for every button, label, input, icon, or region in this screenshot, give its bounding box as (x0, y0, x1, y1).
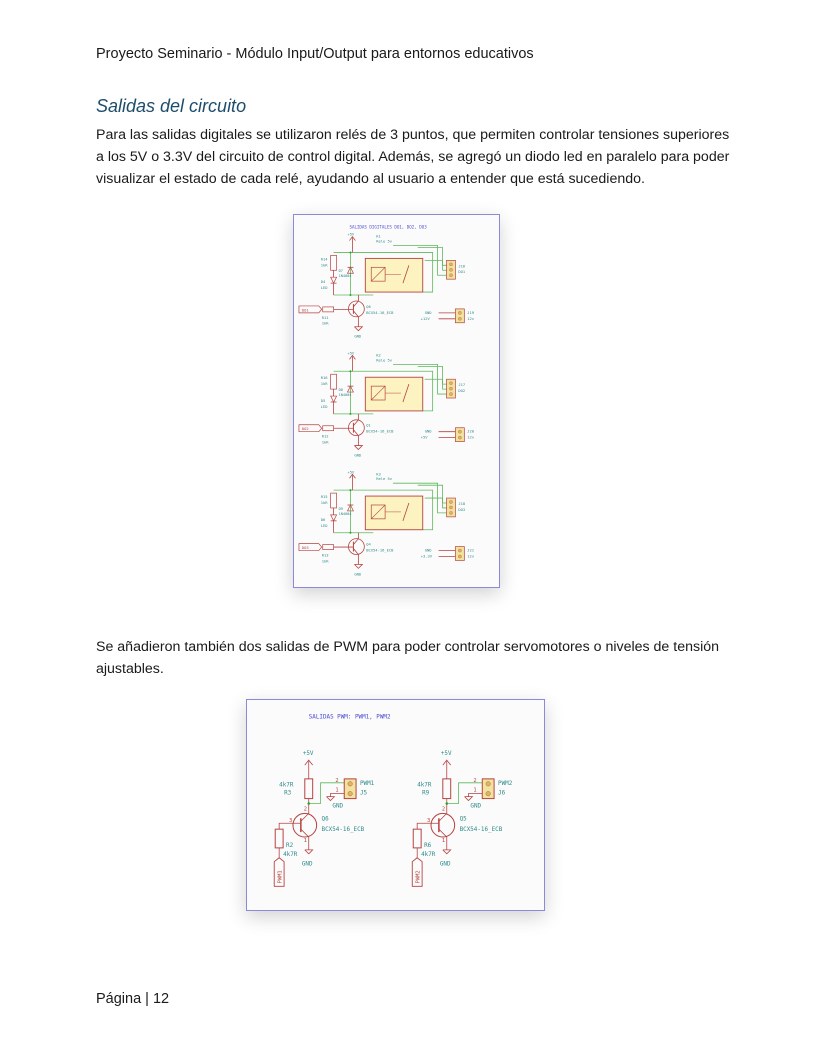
supply-label: +5V (302, 751, 314, 758)
paragraph-pwm-outputs: Se añadieron también dos salidas de PWM para poder controlar servomotores o niveles de tensión ajustables. (96, 639, 720, 677)
input-label: DO1 (301, 308, 309, 313)
led-value: LED (320, 286, 328, 291)
connector-pin (458, 436, 461, 439)
gnd-icon (443, 850, 451, 854)
led-ref: D5 (320, 398, 326, 403)
input-resistor-value: 1kR (321, 559, 329, 564)
input-label: PWM2 (415, 870, 422, 884)
supply-label: +5V (347, 351, 355, 356)
power-connector-label: 12v (467, 316, 475, 321)
relay-block-3 (299, 470, 475, 576)
gnd-label: GND (354, 334, 362, 339)
resistor-symbol (305, 779, 313, 799)
connector-pin (449, 392, 452, 395)
led-ref: D6 (320, 517, 326, 522)
connector-label: PWM2 (498, 780, 513, 787)
power-connector-ref: J19 (467, 310, 475, 315)
gnd-icon (305, 850, 313, 854)
input-label: PWM1 (277, 870, 284, 884)
diode-value: 1N4004 (338, 393, 352, 398)
connector-pin (449, 382, 452, 385)
wire (468, 794, 482, 797)
gnd-label: GND (470, 803, 482, 810)
transistor-ref: Q4 (366, 542, 371, 547)
pin-number: 2 (303, 806, 308, 813)
transistor-value: BCX54-16_ECB (366, 429, 394, 434)
pin-number: 2 (335, 777, 339, 784)
base-resistor (413, 829, 421, 848)
resistor-ref: R3 (284, 790, 292, 797)
connector-pin (449, 268, 452, 271)
gnd-label: GND (354, 453, 362, 458)
input-label: DO2 (301, 427, 309, 432)
input-label: DO3 (301, 546, 309, 551)
junction (349, 370, 351, 372)
input-resistor-ref: R11 (321, 315, 329, 320)
schematic-title: SALIDAS DIGITALES DO1, DO2, DO3 (349, 224, 427, 230)
relay-value: Rele 5v (376, 477, 393, 482)
resistor-symbol (331, 255, 337, 270)
transistor-ref: Q5 (459, 816, 467, 823)
supply-label: +5V (440, 751, 452, 758)
transistor-value: BCX54-16_ECB (366, 548, 394, 553)
transistor-emitter (353, 430, 358, 446)
power-net-label: +12V (420, 316, 430, 321)
relay-value: Rele 5v (376, 239, 393, 244)
diode-value: 1N4004 (338, 511, 352, 516)
page-footer: Página | 12 (96, 991, 170, 1007)
relay-value: Rele 5v (376, 358, 393, 363)
wire (309, 783, 344, 804)
power-connector (455, 309, 464, 323)
connector-pin (449, 263, 452, 266)
relay-block-1 (299, 233, 475, 339)
relay-outputs-schematic (293, 214, 500, 588)
input-resistor-ref: R13 (321, 553, 329, 558)
input-resistor-ref: R12 (321, 434, 329, 439)
power-connector-label: 12v (467, 554, 475, 559)
power-net-label: +5V (420, 435, 428, 440)
power-net-label: +3.3V (420, 554, 433, 559)
input-resistor (323, 426, 334, 431)
resistor-value: 4k7R (279, 782, 294, 789)
pin-number: 2 (473, 777, 477, 784)
base-resistor-value: 4k7R (421, 851, 436, 858)
base-resistor (275, 829, 283, 848)
resistor-ref: R16 (320, 376, 328, 381)
supply-label: +5V (347, 470, 355, 475)
pwm-outputs-schematic (246, 699, 545, 911)
pin-number: 1 (335, 787, 339, 794)
output-connector-label: DO3 (458, 507, 466, 512)
connector-pin (458, 555, 461, 558)
led-symbol (331, 277, 337, 283)
power-connector-ref: J20 (467, 429, 475, 434)
resistor-value: 1kR (320, 382, 328, 387)
gnd-icon (354, 564, 362, 568)
connector-pin (449, 274, 452, 277)
input-resistor (323, 545, 334, 550)
led-value: LED (320, 523, 328, 528)
resistor-ref: R15 (320, 495, 328, 500)
pin-number: 2 (441, 806, 446, 813)
power-net-label: GND (424, 429, 432, 434)
gnd-label: GND (301, 861, 313, 868)
transistor-emitter (353, 549, 358, 565)
power-connector (455, 428, 464, 442)
gnd-label: GND (439, 861, 451, 868)
connector-pin (458, 317, 461, 320)
relay-symbol (365, 496, 422, 530)
junction (307, 802, 310, 805)
relay-symbol (365, 258, 422, 292)
power-net-label: GND (424, 310, 432, 315)
output-connector-label: DO2 (458, 389, 466, 394)
connector-pin (348, 782, 353, 787)
junction (349, 294, 351, 296)
output-connector-label: DO1 (458, 270, 466, 275)
pin-number: 3 (427, 818, 431, 825)
schematic-title: SALIDAS PWM: PWM1, PWM2 (308, 714, 391, 721)
wire (447, 783, 482, 804)
connector-pin (348, 791, 353, 796)
pwm-channel-1 (274, 751, 374, 886)
connector-ref: J5 (360, 790, 368, 797)
power-net-label: GND (424, 548, 432, 553)
connector-pin (458, 430, 461, 433)
input-resistor-value: 1kR (321, 440, 329, 445)
transistor-value: BCX54-16_ECB (321, 827, 365, 834)
output-connector-ref: J16 (458, 264, 466, 269)
resistor-ref: R9 (422, 790, 430, 797)
led-value: LED (320, 404, 328, 409)
diode-ref: D9 (338, 506, 343, 511)
junction (349, 251, 351, 253)
relay-ref: K1 (376, 234, 381, 239)
led-ref: D4 (320, 280, 326, 285)
junction (349, 489, 351, 491)
connector-ref: J6 (498, 790, 506, 797)
input-resistor (323, 307, 334, 312)
pwm-schematic-svg (247, 700, 544, 910)
section-heading: Salidas del circuito (96, 96, 247, 116)
transistor-ref: Q6 (321, 816, 329, 823)
input-resistor-value: 1kR (321, 321, 329, 326)
relay-ref: K2 (376, 353, 381, 358)
connector-pin (449, 387, 452, 390)
resistor-symbol (331, 374, 337, 389)
connector-pin (449, 511, 452, 514)
relay-symbol (365, 377, 422, 411)
gnd-label: GND (354, 572, 362, 577)
power-connector (455, 547, 464, 561)
base-resistor-value: 4k7R (283, 851, 298, 858)
led-symbol (331, 515, 337, 521)
transistor-value: BCX54-16_ECB (366, 310, 394, 315)
connector-pin (486, 782, 491, 787)
power-connector-ref: J21 (467, 548, 475, 553)
junction (445, 802, 448, 805)
diode-ref: D7 (338, 269, 343, 274)
connector-pin (449, 500, 452, 503)
supply-label: +5V (347, 232, 355, 237)
pin-number: 3 (289, 818, 293, 825)
relay-schematic-svg (294, 215, 499, 587)
page-header: Proyecto Seminario - Módulo Input/Output para entornos educativos (96, 46, 534, 62)
junction (349, 532, 351, 534)
resistor-value: 1kR (320, 500, 328, 505)
connector-pin (449, 506, 452, 509)
connector-pin (486, 791, 491, 796)
gnd-icon (326, 797, 334, 801)
transistor-value: BCX54-16_ECB (459, 827, 503, 834)
wire (330, 794, 344, 797)
pin-number: 1 (441, 837, 446, 844)
pin-number: 1 (303, 837, 308, 844)
gnd-label: GND (332, 803, 344, 810)
resistor-symbol (331, 493, 337, 508)
junction (349, 413, 351, 415)
connector-label: PWM1 (360, 780, 375, 787)
gnd-icon (354, 446, 362, 450)
resistor-value: 4k7R (417, 782, 432, 789)
resistor-symbol (443, 779, 451, 799)
connector-pin (458, 549, 461, 552)
diode-ref: D8 (338, 388, 343, 393)
paragraph-digital-outputs: Para las salidas digitales se utilizaron relés de 3 puntos, que permiten controlar tensiones superiores a los 5V o 3.3V del circuito de control digital. Además, se agregó un diodo led en paralelo para poder visualizar el estado de cada relé, ayudando al usuario a entender que está sucediendo. (96, 127, 730, 187)
power-connector-label: 12v (467, 435, 475, 440)
pwm-channel-2 (412, 751, 512, 886)
base-resistor-ref: R2 (286, 842, 294, 849)
transistor-emitter (353, 311, 358, 327)
transistor-ref: Q1 (366, 423, 371, 428)
diode-value: 1N4004 (338, 274, 352, 279)
output-connector-ref: J17 (458, 383, 466, 388)
led-symbol (331, 396, 337, 402)
pin-number: 1 (473, 787, 477, 794)
resistor-ref: R14 (320, 257, 328, 262)
base-resistor-ref: R6 (424, 842, 432, 849)
connector-pin (458, 311, 461, 314)
transistor-ref: Q6 (366, 304, 371, 309)
output-connector-ref: J18 (458, 501, 466, 506)
relay-block-2 (299, 351, 475, 457)
relay-ref: K3 (376, 472, 381, 477)
gnd-icon (465, 797, 473, 801)
resistor-value: 1kR (320, 263, 328, 268)
gnd-icon (354, 327, 362, 331)
